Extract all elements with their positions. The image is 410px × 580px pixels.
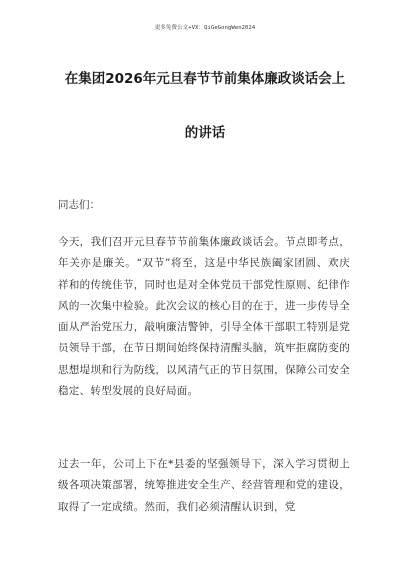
document-title-line-2: 的讲话 xyxy=(184,125,226,141)
greeting: 同志们： xyxy=(58,199,100,211)
document-title-line-1: 在集团2026年元旦春节节前集体廉政谈话会上 xyxy=(64,71,346,87)
paragraph-2-text: 过去一年，公司上下在*县委的坚强领导下，深入学习贯彻上级各项决策部署，统筹推进安全生产、经营管理和党的建设，取得了一定成绩。然而，我们必须清醒认识到，党 xyxy=(58,458,350,513)
paragraph-1-text: 今天，我们召开元旦春节节前集体廉政谈话会。节点即考点，年关亦是廉关。“双节”将至，这是中华民族阖家团圆、欢庆祥和的传统佳节，同时也是对全体党员干部党性原则、纪律作风的一次集中检验。此次会议的核心目的在于，进一步传导全面从严治党压力，敲响廉洁警钟，引导全体干部职工特别是党员领导干部，在节日期间始终保持清醒头脑，筑牢拒腐防变的思想堤坝和行为防线，以风清气正的节日氛围，保障公司安全稳定、转型发展的良好局面。 xyxy=(58,236,350,398)
header-note: 更多免费公文+VX：QiGeGongWen2024 xyxy=(154,25,256,31)
paragraph-1 xyxy=(58,232,350,402)
paragraph-2 xyxy=(58,454,350,518)
